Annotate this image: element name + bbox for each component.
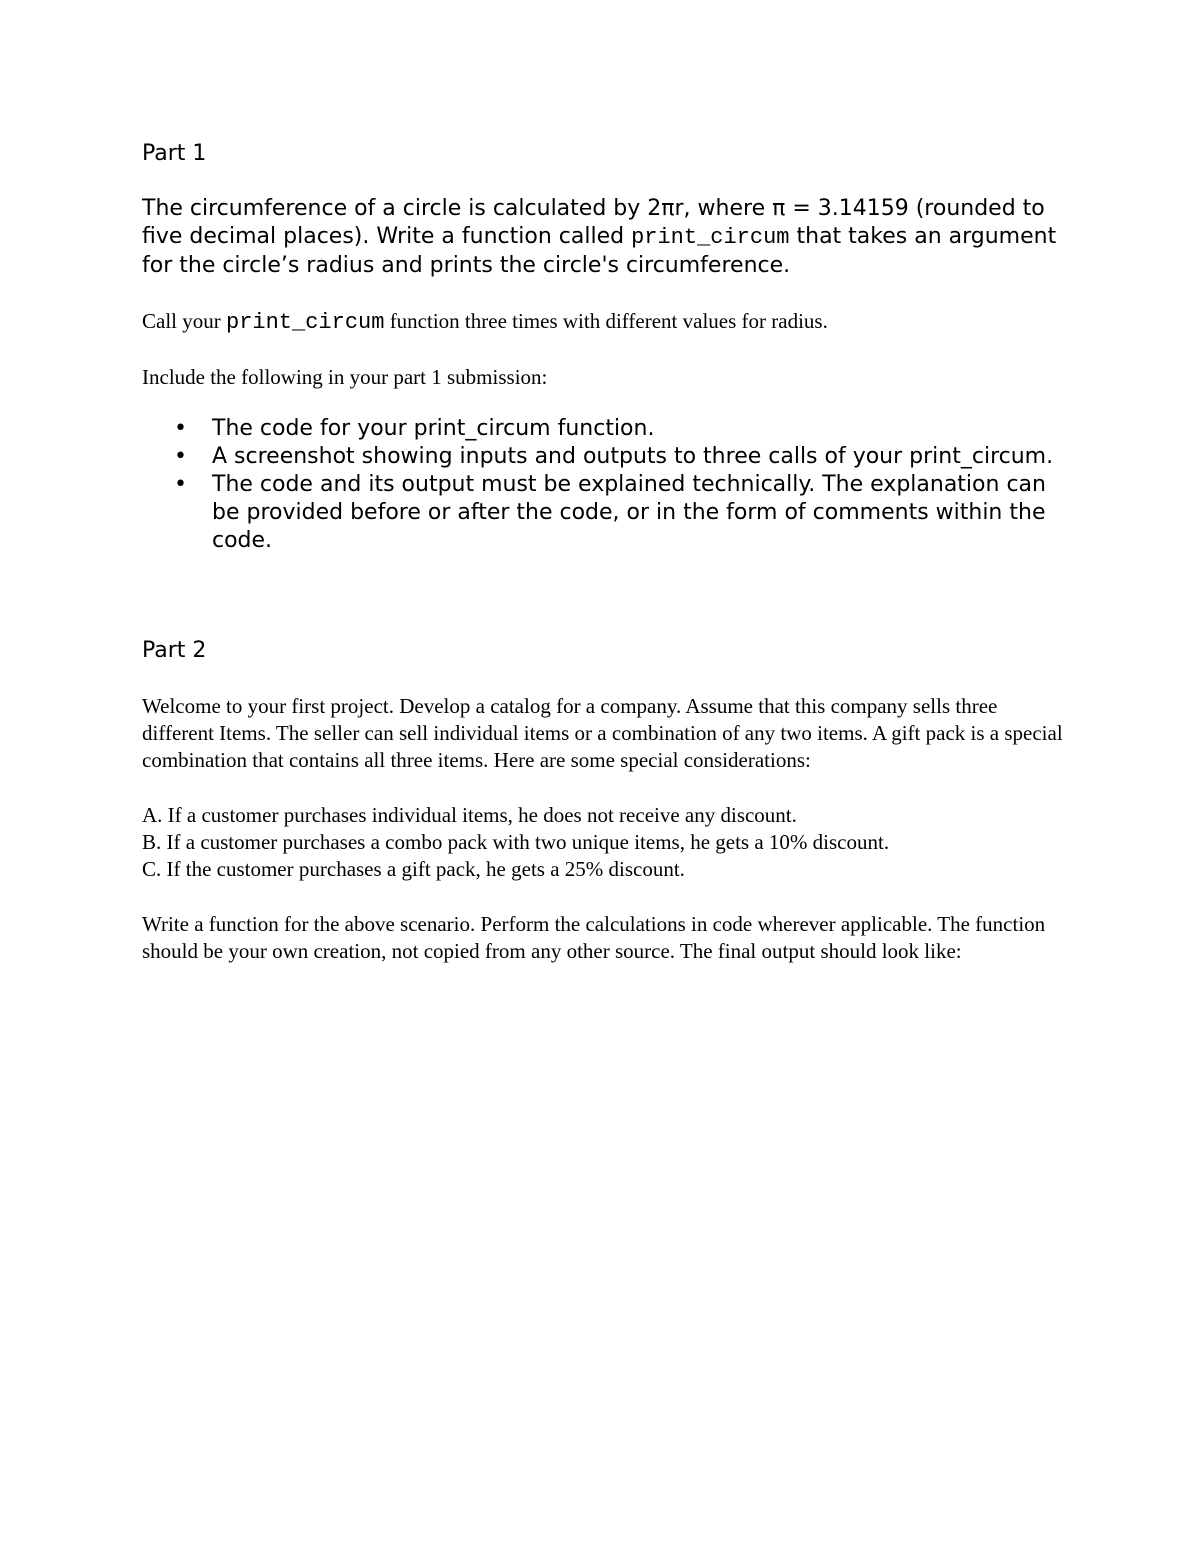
part1-submission-list xyxy=(142,415,1072,555)
part1-include-text: Include the following in your part 1 submission: xyxy=(142,365,548,389)
part1-call-code: print_circum xyxy=(226,310,385,335)
consideration-item-a: A. If a customer purchases individual items, he does not receive any discount. xyxy=(142,803,797,827)
bullet-icon: • xyxy=(174,416,187,441)
list-item xyxy=(142,471,1072,555)
part1-call-text-after: function three times with different values for radius. xyxy=(384,309,828,333)
part1-heading: Part 1 xyxy=(142,141,207,166)
part2-considerations-list xyxy=(142,802,1072,883)
part2-closing-paragraph: Write a function for the above scenario. Perform the calculations in code wherever applicable. The function should be your own creation, not copied from any other source. The final output should look like: xyxy=(142,912,1046,963)
consideration-item-b: B. If a customer purchases a combo pack with two unique items, he gets a 10% discount. xyxy=(142,830,890,854)
part1-intro-text-after: that takes an argument for the circle’s radius and prints the circle's circumference. xyxy=(142,224,1057,278)
part2-heading: Part 2 xyxy=(142,638,207,663)
part2-intro-paragraph: Welcome to your first project. Develop a catalog for a company. Assume that this company sells three different Items. The seller can sell individual items or a combination of any two items. A gift pack is a special combination that contains all three items. Here are some special considerations: xyxy=(142,694,1063,772)
list-item-text: The code and its output must be explained technically. The explanation can be provided before or after the code, or in the form of comments within the code. xyxy=(212,472,1046,553)
list-item xyxy=(142,443,1072,471)
bullet-icon: • xyxy=(174,444,187,469)
document-content xyxy=(142,140,1072,965)
bullet-icon: • xyxy=(174,472,187,497)
consideration-item-c: C. If the customer purchases a gift pack, he gets a 25% discount. xyxy=(142,857,685,881)
list-item xyxy=(142,415,1072,443)
part1-intro-text-before: The circumference of a circle is calculated by 2πr, where π = 3.14159 (rounded to five decimal places). Write a function called xyxy=(142,196,1045,249)
part1-call-instruction xyxy=(142,308,1072,336)
list-item-text: A screenshot showing inputs and outputs to three calls of your print_circum. xyxy=(212,444,1054,469)
list-item-text: The code for your print_circum function. xyxy=(212,416,655,441)
part1-intro-paragraph xyxy=(142,195,1072,280)
part1-intro-code: print_circum xyxy=(631,225,790,250)
part1-call-text-before: Call your xyxy=(142,309,226,333)
